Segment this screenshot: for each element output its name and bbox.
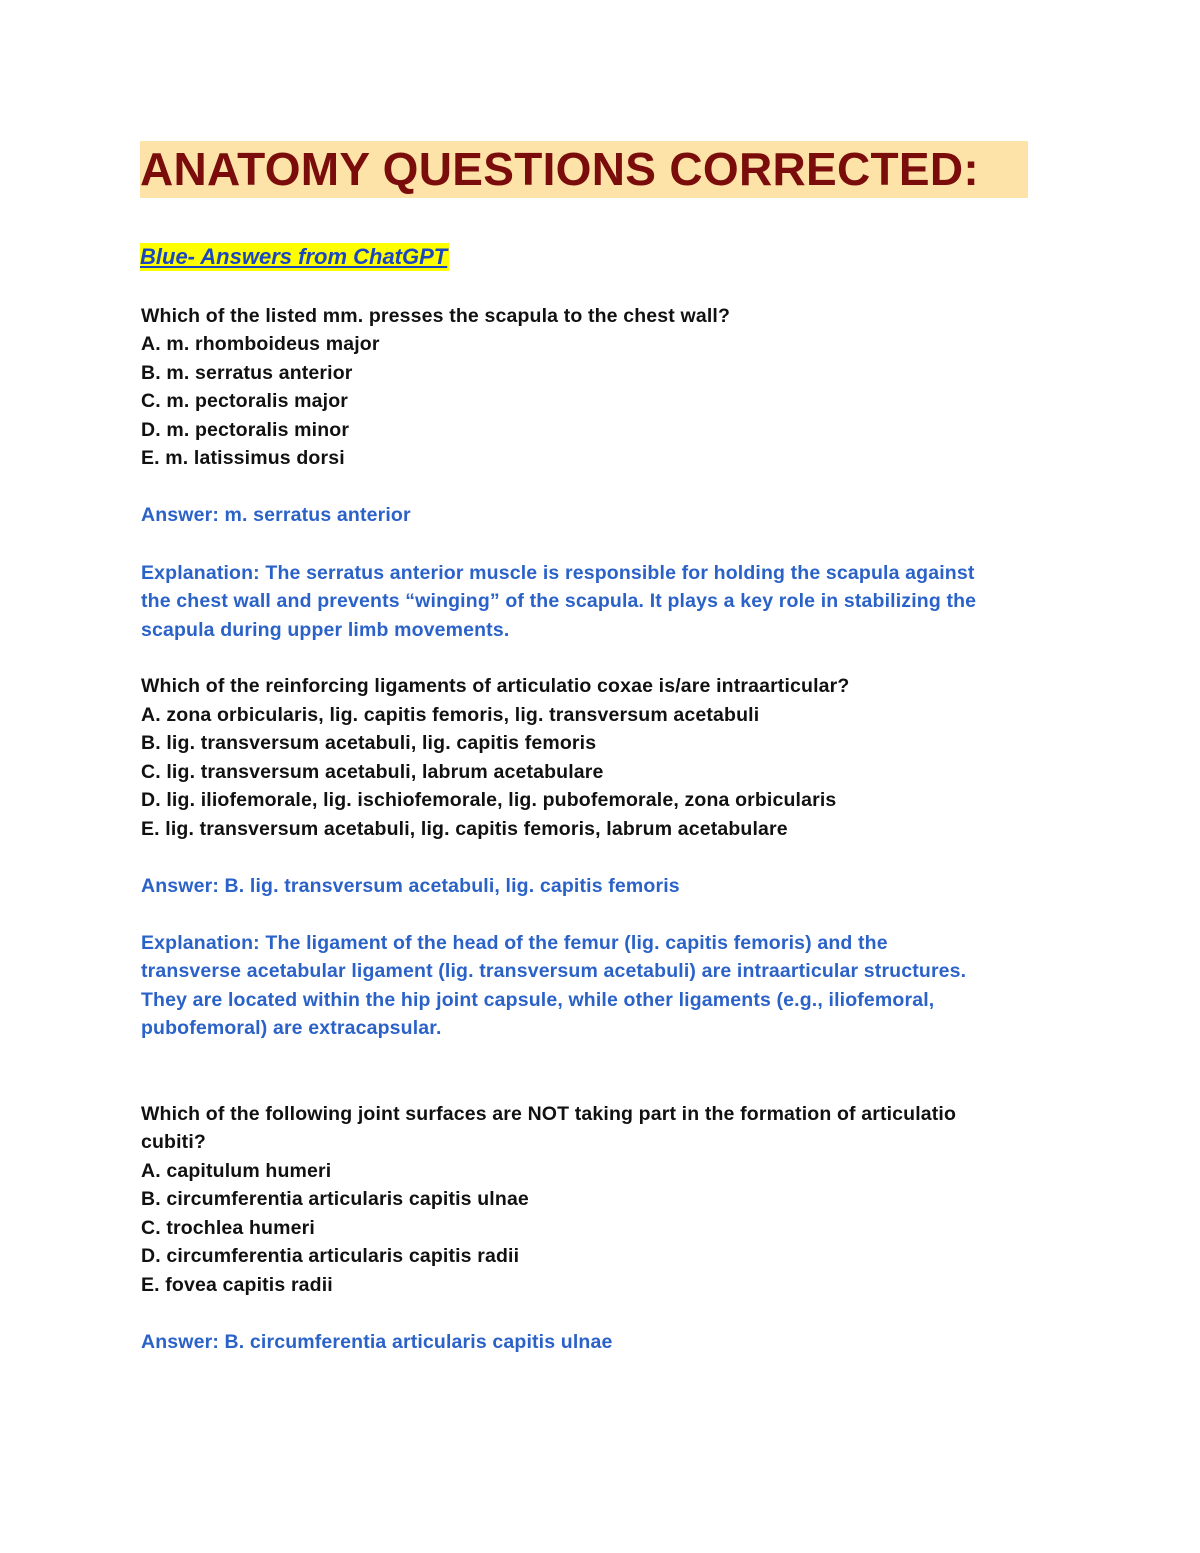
question-1-text: Which of the listed mm. presses the scapula to the chest wall? bbox=[141, 305, 731, 327]
question-2-answer: Answer: B. lig. transversum acetabuli, lig. capitis femoris bbox=[141, 875, 680, 897]
question-2-option-a: A. zona orbicularis, lig. capitis femoris, lig. transversum acetabuli bbox=[141, 704, 760, 726]
question-3-option-c: C. trochlea humeri bbox=[141, 1217, 315, 1239]
question-3-option-a: A. capitulum humeri bbox=[141, 1160, 332, 1182]
question-2-text: Which of the reinforcing ligaments of articulatio coxae is/are intraarticular? bbox=[141, 675, 850, 697]
color-legend: Blue- Answers from ChatGPT bbox=[140, 244, 448, 269]
question-1-answer: Answer: m. serratus anterior bbox=[141, 504, 411, 526]
question-3-text: cubiti? bbox=[141, 1131, 206, 1153]
question-1-explanation-line: the chest wall and prevents “winging” of the scapula. It plays a key role in stabilizing the bbox=[141, 590, 977, 612]
question-1-option-a: A. m. rhomboideus major bbox=[141, 333, 380, 355]
question-1-option-e: E. m. latissimus dorsi bbox=[141, 447, 345, 469]
question-1-option-d: D. m. pectoralis minor bbox=[141, 419, 350, 441]
question-1-option-b: B. m. serratus anterior bbox=[141, 362, 353, 384]
question-3-option-e: E. fovea capitis radii bbox=[141, 1274, 333, 1296]
question-2-option-d: D. lig. iliofemorale, lig. ischiofemorale, lig. pubofemorale, zona orbicularis bbox=[141, 789, 837, 811]
question-2-explanation-line: Explanation: The ligament of the head of the femur (lig. capitis femoris) and the bbox=[141, 932, 888, 954]
question-1-explanation-line: scapula during upper limb movements. bbox=[141, 619, 510, 641]
question-2-explanation-line: pubofemoral) are extracapsular. bbox=[141, 1017, 442, 1039]
question-3-option-d: D. circumferentia articularis capitis radii bbox=[141, 1245, 520, 1267]
question-2-explanation-line: They are located within the hip joint capsule, while other ligaments (e.g., iliofemoral, bbox=[141, 989, 935, 1011]
question-1-option-c: C. m. pectoralis major bbox=[141, 390, 349, 412]
page-title: ANATOMY QUESTIONS CORRECTED: bbox=[140, 141, 1028, 198]
question-2-option-b: B. lig. transversum acetabuli, lig. capitis femoris bbox=[141, 732, 597, 754]
question-2-option-c: C. lig. transversum acetabuli, labrum acetabulare bbox=[141, 761, 604, 783]
question-3-answer: Answer: B. circumferentia articularis capitis ulnae bbox=[141, 1331, 613, 1353]
question-2-explanation-line: transverse acetabular ligament (lig. transversum acetabuli) are intraarticular structures. bbox=[141, 960, 967, 982]
question-3-text: Which of the following joint surfaces are NOT taking part in the formation of articulatio bbox=[141, 1103, 957, 1125]
question-3-option-b: B. circumferentia articularis capitis ulnae bbox=[141, 1188, 529, 1210]
question-1-explanation-line: Explanation: The serratus anterior muscle is responsible for holding the scapula against bbox=[141, 562, 975, 584]
question-2-option-e: E. lig. transversum acetabuli, lig. capitis femoris, labrum acetabulare bbox=[141, 818, 788, 840]
